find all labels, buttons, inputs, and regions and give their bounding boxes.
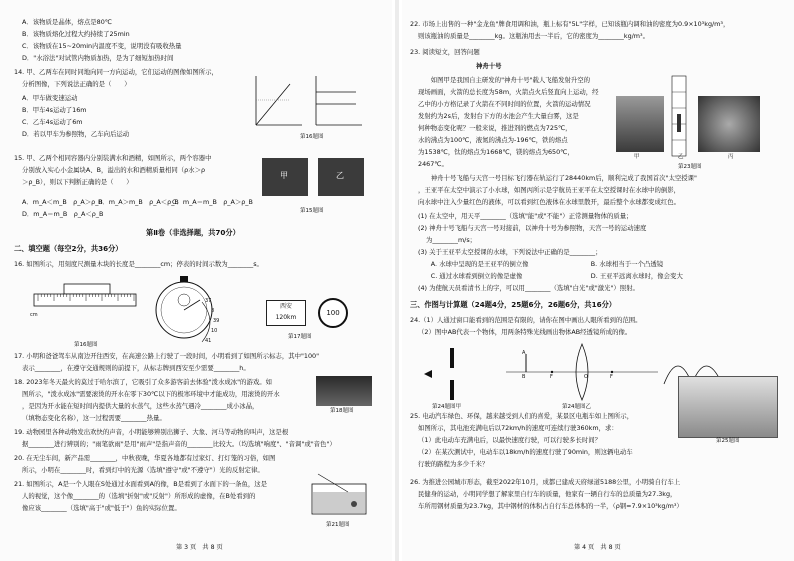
fig-label-jia: 甲 bbox=[634, 154, 640, 160]
q26-line1: 26. 为推进公园城市形态，截至2022年10月，成都已建成天府绿道5188公里，小明骑自行车上 bbox=[410, 478, 681, 486]
q23-sub3-b: B. 水球相当于一个凸透镜 bbox=[578, 260, 664, 268]
q18-line3: ，是因为开水能在短时间内提供大量的水蒸气，这些水蒸气遇冷________成小冰晶， bbox=[22, 402, 259, 410]
article-end-line1: 神舟十号飞船与天宫一号目标飞行器在轨运行了28440km后，顺利完成了我国首次"太空授课" bbox=[418, 174, 697, 182]
article-end-line2: ，王亚平在太空中演示了小水球，如图丙所示是宇航员王亚平在太空授课时在水球中的倒影， bbox=[418, 186, 681, 194]
q14-option-a: A．甲车做变速运动 bbox=[22, 94, 78, 102]
q15-stem-line2: 分别放入实心小金属块A、B，溢出的水和酒精质量相同（ρ水＞ρ bbox=[22, 166, 206, 174]
q26-line3: 车所用钢材质量为23.7kg，其中钢材的体积占自行车总体积的一半，（ρ钢=7.9×10³kg/m³） bbox=[418, 502, 683, 510]
stopwatch-tick-10: 10 bbox=[211, 328, 218, 334]
lens-label-f2: F bbox=[610, 374, 613, 380]
exam-page-4 bbox=[402, 0, 794, 561]
fig-label-bing: 丙 bbox=[728, 154, 734, 160]
q23-sub4: (4) 为使航天员看清书上的字，可以用________（选填"白光"或"激光"）照射。 bbox=[418, 284, 639, 292]
fig-label-yi: 乙 bbox=[678, 154, 684, 160]
article-line3: 乙中的小方格记录了火箭在不同时间的位置，火箭的运动情况 bbox=[418, 100, 591, 108]
electric-car-photo bbox=[678, 376, 778, 438]
q23-sub3-c: C. 通过水球看到倒立的像是虚像 bbox=[418, 272, 523, 280]
q17-line1: 17. 小明和爸爸驾车从南边开往西安，在高速公路上行驶了一段时间，小明看到了如图所示标志，其中"100" bbox=[14, 352, 320, 360]
q23-title: 23. 阅读短文，回答问题 bbox=[410, 48, 480, 56]
fig25-caption: 第25题图 bbox=[716, 438, 740, 444]
q25-line3: （1）此电动车充满电后，以最快速度行驶，可以行驶多长时间？ bbox=[418, 436, 602, 444]
article-line7: 为1538℃，钛的熔点为1668℃，镁的熔点为650℃， bbox=[418, 148, 574, 156]
splash-ice-photo bbox=[316, 376, 372, 406]
q21-line3: 像应该________（选填"高于"或"低于"）鱼的实际位置。 bbox=[22, 504, 181, 512]
lens-figure bbox=[502, 340, 662, 404]
fig24b-caption: 第24题图乙 bbox=[562, 404, 591, 410]
part2-title: 第Ⅱ卷（非选择题，共70分） bbox=[146, 228, 240, 237]
q25-line5: 行驶的路程为多少千米？ bbox=[418, 460, 489, 468]
article-end-line3: 向水球中注入少量红色的液体，可以看到红色液体在水球里散开，最后整个水球都变成红色。 bbox=[418, 198, 681, 206]
q23-sub1: (1) 在太空中，用天平________（选填"能"或"不能"）正常测量物体的质量； bbox=[418, 212, 633, 220]
q18-line2: 图所示，"泼水成冰"需要滚烫的开水在零下30℃以下的极寒环境中才能成功，用滚烫的开水 bbox=[22, 390, 280, 398]
q14-motion-graphs bbox=[250, 70, 370, 132]
window-eye-figure bbox=[416, 344, 486, 402]
fig18-caption: 第18题图 bbox=[330, 408, 354, 414]
q13-option-d: D．"水浴法"对试管内物质加热，是为了细短加热时间 bbox=[22, 54, 174, 62]
q25-line1: 25. 电动汽车绿色、环保，越来越受到人们的喜爱，某景区电瓶车如上图所示， bbox=[410, 412, 634, 420]
page-footer-left: 第 3 页 共 8 页 bbox=[176, 544, 223, 552]
q25-line4: （2）在某次测试中，电动车以18km/h的速度行驶了90min，则这辆电动车 bbox=[418, 448, 633, 456]
article-line8: 2467℃。 bbox=[418, 160, 448, 168]
q19-line1: 19. 动物园里各种动物发出欢快的声音，小明能够辨别出狮子、大象、河马等动物的叫声，这是根 bbox=[14, 428, 289, 436]
section3-title: 三、作图与计算题（24题4分，25题6分，26题6分，共16分） bbox=[410, 300, 616, 309]
q22-line2: 则该瓶油的质量是________kg。这瓶油用去一半后，它的密度为________kg/m³。 bbox=[418, 32, 649, 40]
q15-option-c: C．m_A＝m_B ρ_A＞ρ_B bbox=[172, 198, 253, 206]
q25-line2: 如图所示，其电池充满电后以72km/h的速度可连续行驶360km，求： bbox=[418, 424, 618, 432]
q13-option-b: B．该物质熔化过程大约持续了25min bbox=[22, 30, 130, 38]
q15-option-b: B．m_A＞m_B ρ_A＜ρ_B bbox=[98, 198, 179, 206]
q14-option-b: B．甲车4s运动了16m bbox=[22, 106, 87, 114]
container-yi-label: 乙 bbox=[336, 171, 344, 180]
ruler-unit: cm bbox=[30, 312, 38, 318]
q23-sub3-a: A. 水球中呈现的是王亚平的倒立像 bbox=[418, 260, 529, 268]
fig23-caption: 第23题图 bbox=[678, 164, 702, 170]
q16-stem: 16. 如图所示，用刻度尺测量木块的长度是________cm；停表的时间示数为________s。 bbox=[14, 260, 263, 268]
road-sign-distance bbox=[266, 300, 306, 326]
rocket-grid-figure bbox=[668, 74, 692, 158]
stopwatch-tick-39: 39 bbox=[213, 318, 220, 324]
q13-option-c: C．该物质在15~20min内温度不变，说明没有吸收热量 bbox=[22, 42, 182, 50]
section2-title: 二、填空题（每空2分，共36分） bbox=[14, 244, 123, 253]
q23-sub2: (2) 神舟十号飞船与天宫一号对接前，以神舟十号为参照物，天宫一号的运动速度 bbox=[418, 224, 647, 232]
fig21-caption: 第21题图 bbox=[326, 522, 350, 528]
stopwatch-tick-41: 41 bbox=[205, 338, 212, 344]
q18-line1: 18. 2023年冬天最火的莫过于哈尔滨了，它吸引了众多游客前去体验"泼水成冰"的游戏。如 bbox=[14, 378, 273, 386]
q23-sub3-d: D. 王亚平远离水球时，像会变大 bbox=[578, 272, 683, 280]
page-footer-right: 第 4 页 共 8 页 bbox=[574, 544, 621, 552]
article-title: 神舟十号 bbox=[476, 62, 502, 70]
fig16-caption-bottom: 第16题图 bbox=[74, 342, 98, 348]
lens-label-o: O bbox=[584, 374, 588, 380]
water-tank-figure bbox=[308, 470, 372, 520]
page-gutter bbox=[395, 0, 399, 561]
exam-page-3 bbox=[0, 0, 392, 561]
container-jia-label: 甲 bbox=[280, 171, 288, 180]
fig16-caption: 第16题图 bbox=[300, 134, 324, 140]
lens-label-b: B bbox=[522, 374, 526, 380]
q15-option-d: D．m_A＝m_B ρ_A＜ρ_B bbox=[22, 210, 104, 218]
fig17-caption: 第17题图 bbox=[288, 334, 312, 340]
article-line5: 何种物态变化呢？一般来说，推进剂的燃点为725℃， bbox=[418, 124, 572, 132]
article-line2: 现场画面，火箭的总长度为58m，火箭点火后竖直向上运动，经 bbox=[418, 88, 599, 96]
q18-line4: （填物态变化名称），这一过程需要________热量。 bbox=[22, 414, 166, 422]
fig24a-caption: 第24题图甲 bbox=[432, 404, 461, 410]
q24-line2: （2）图中AB代表一个物体，用两条特殊光线画出物体AB经透镜所成的像。 bbox=[418, 328, 632, 336]
q21-line2: 人的视觉，这个像________的（选填"折射"或"反射"）所形成的虚像，在B处看到的 bbox=[22, 492, 256, 500]
rocket-launch-photo bbox=[616, 96, 664, 152]
q20-line2: 所示，小明在________时，看到灯中的光源（选填"遵守"或"不遵守"）光的反射定律。 bbox=[22, 466, 264, 474]
road-sign-city: 西安 bbox=[279, 303, 292, 310]
stopwatch-tick-8: 8 bbox=[211, 308, 215, 314]
lens-label-f1: F bbox=[550, 374, 553, 380]
q21-line1: 21. 如图所示，A是一个人眼在S处通过水面看到A的像，B是看到了水面下的一条鱼，这是 bbox=[14, 480, 268, 488]
q15-option-a: A．m_A＜m_B ρ_A＞ρ_B bbox=[22, 198, 103, 206]
article-line6: 水的沸点为100℃，液氮的沸点为-196℃，铁的熔点 bbox=[418, 136, 568, 144]
stopwatch-tick-37: 37 bbox=[205, 298, 212, 304]
q14-stem-line1: 14. 甲、乙两车在同时同地向同一方向运动，它们运动的图像如图所示， bbox=[14, 68, 218, 76]
speed-limit-sign: 100 bbox=[318, 298, 348, 328]
q14-stem-line2: 分析图像，下列说法正确的是（ ） bbox=[22, 80, 131, 88]
fig15-caption: 第15题图 bbox=[300, 208, 324, 214]
q17-line2: 表示________，在遵守交通规则的前提下，从标志牌到西安至少需要________h。 bbox=[22, 364, 250, 372]
q15-stem-line3: ＞ρ_B），则以下判断正确的是（ ） bbox=[22, 178, 133, 186]
q23-sub2b: 为________m/s； bbox=[426, 236, 477, 244]
q14-option-c: C．乙车4s运动了6m bbox=[22, 118, 83, 126]
road-sign-km: 120km bbox=[275, 314, 297, 321]
article-line4: 发射约为2s后，发射台下方的水池会产生大量白雾，这是 bbox=[418, 112, 579, 120]
q24-line1: 24.（1）人通过窗口能看到的范围是有限的，请你在图中画出人眼所看到的范围。 bbox=[410, 316, 642, 324]
q22-line1: 22. 市场上出售的一种"金龙鱼"牌食用调和油，瓶上标有"5L"字样，已知该瓶内调和油的密度为0.9×10³kg/m³， bbox=[410, 20, 730, 28]
q19-line2: 据________进行辨别的；"雨笔欲雨"是用"雨声"是指声音的________比较大。（均选填"响度"、"音调"或"音色"） bbox=[22, 440, 336, 448]
q14-option-d: D．若以甲车为参照物，乙车向后运动 bbox=[22, 130, 130, 138]
lens-label-a: A bbox=[522, 350, 526, 356]
q15-stem-line1: 15. 甲、乙两个相同容器内分别装满水和酒精，如图所示，两个容器中 bbox=[14, 154, 212, 162]
q23-sub3: (3) 关于王亚平太空授课的水球，下列说法中正确的是________； bbox=[418, 248, 602, 256]
q20-line1: 20. 在无尘车间，新产品需________，中秋夜晚，华夏各地都有过家灯、打灯笼的习俗，如图 bbox=[14, 454, 276, 462]
article-line1: 如图甲是我国自主研发的"神舟十号"载人飞船发射升空的 bbox=[418, 76, 591, 84]
ruler-with-block bbox=[30, 276, 140, 316]
water-ball-photo bbox=[698, 96, 760, 152]
q26-line2: 民健身的运动，小明同学想了解家里自行车的质量，他家有一辆自行车的总质量为27.3kg， bbox=[418, 490, 677, 498]
q13-option-a: A．该物质是晶体，熔点是80℃ bbox=[22, 18, 112, 26]
